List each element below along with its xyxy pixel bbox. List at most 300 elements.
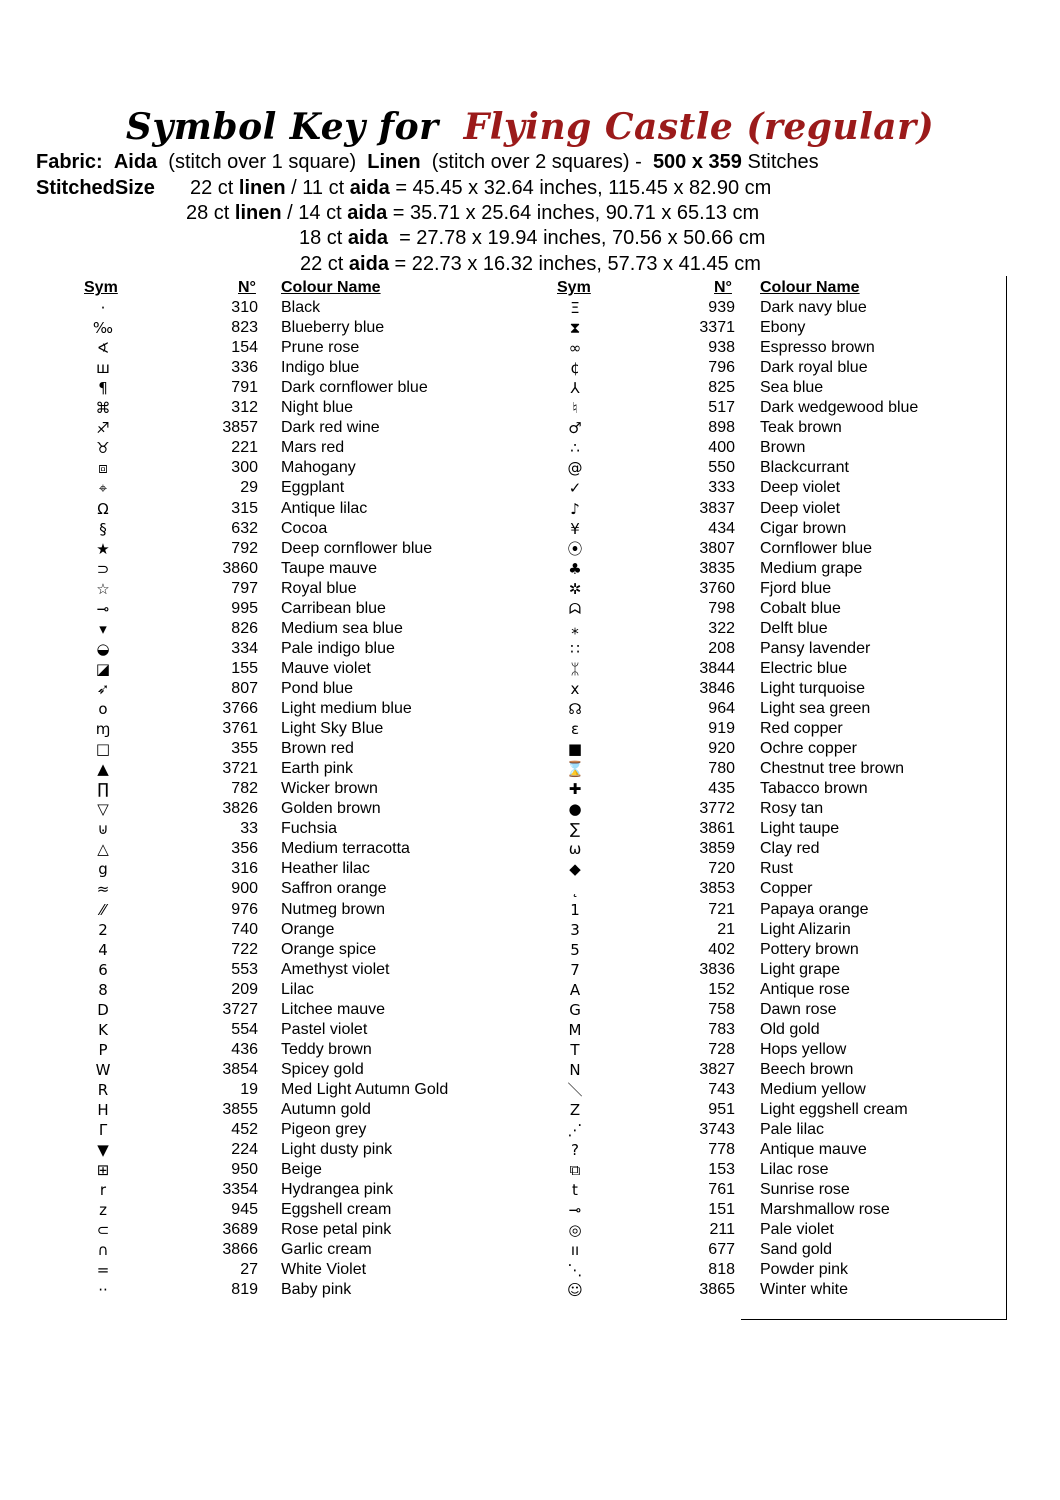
- symbol-glyph: H: [97, 1101, 109, 1119]
- left-header-name: Colour Name: [281, 279, 381, 296]
- symbol-glyph: ∑: [569, 820, 581, 839]
- colour-name: Electric blue: [760, 659, 848, 677]
- table-row: [0, 599, 1060, 619]
- colour-name: Winter white: [760, 1281, 849, 1299]
- dmc-number: 3860: [222, 559, 258, 577]
- table-row: [0, 1140, 1060, 1160]
- dmc-number: 797: [231, 579, 258, 597]
- bottom-border-line: [741, 1319, 1007, 1320]
- symbol-glyph: ▽: [97, 800, 109, 819]
- colour-name: Dark royal blue: [760, 359, 868, 377]
- stitched-size-line-2: [186, 201, 759, 225]
- symbol-glyph: ɱ: [95, 720, 111, 739]
- colour-name: Clay red: [760, 840, 820, 858]
- dmc-number: 798: [708, 599, 735, 617]
- colour-name: Delft blue: [760, 619, 828, 637]
- dmc-number: 3865: [699, 1281, 735, 1299]
- colour-name: Beige: [281, 1161, 322, 1179]
- table-row: [0, 539, 1060, 559]
- table-row: [0, 418, 1060, 438]
- symbol-glyph: Γ: [98, 1121, 108, 1140]
- pattern-name: Flying Castle (regular): [463, 106, 935, 148]
- table-row: [0, 1060, 1060, 1080]
- symbol-glyph: N: [569, 1060, 581, 1079]
- table-row: [0, 1240, 1060, 1260]
- symbol-glyph: ⦿: [567, 539, 583, 558]
- dmc-number: 950: [231, 1161, 258, 1179]
- symbol-glyph: z: [99, 1201, 107, 1220]
- dmc-number: 743: [708, 1080, 735, 1098]
- dmc-number: 807: [231, 679, 258, 697]
- symbol-glyph: ⊞: [96, 1161, 110, 1180]
- colour-name: Red copper: [760, 720, 843, 738]
- colour-name: Lilac rose: [760, 1161, 829, 1179]
- fabric-type: aida: [348, 253, 389, 275]
- table-row: [0, 1040, 1060, 1060]
- symbol-glyph: W: [95, 1060, 111, 1079]
- symbol-glyph: 8: [98, 980, 108, 999]
- colour-name: White Violet: [281, 1261, 367, 1279]
- colour-name: Pale indigo blue: [281, 639, 395, 657]
- symbol-glyph: ⊃: [96, 559, 110, 578]
- dmc-number: 3866: [222, 1241, 258, 1259]
- colour-name: Antique mauve: [760, 1141, 867, 1159]
- table-row: [0, 900, 1060, 920]
- symbol-glyph: ∷: [570, 639, 580, 658]
- dmc-number: 3846: [699, 679, 735, 697]
- colour-name: Medium yellow: [760, 1080, 866, 1098]
- colour-name: Sand gold: [760, 1241, 833, 1259]
- colour-name: Litchee mauve: [281, 1000, 386, 1018]
- dmc-number: 356: [231, 840, 258, 858]
- symbol-glyph: ⁎: [571, 619, 579, 638]
- table-row: [0, 679, 1060, 699]
- dmc-number: 976: [231, 900, 258, 918]
- dmc-number: 3721: [222, 760, 258, 778]
- stitch-count: 500 x 359: [652, 151, 742, 173]
- dmc-number: 796: [708, 359, 735, 377]
- symbol-glyph: ¥: [570, 519, 580, 538]
- ct-value: 28 ct: [186, 202, 230, 224]
- symbol-glyph: P: [98, 1040, 108, 1059]
- colour-name: Dark navy blue: [760, 299, 867, 316]
- dmc-number: 436: [231, 1040, 258, 1058]
- table-row: [0, 1260, 1060, 1280]
- symbol-glyph: ∞: [568, 339, 582, 358]
- symbol-glyph: ⧈: [98, 459, 108, 478]
- table-row: [0, 298, 1060, 318]
- colour-name: Mars red: [281, 439, 345, 457]
- symbol-glyph: ▲: [97, 760, 109, 779]
- colour-name: Black: [281, 299, 321, 316]
- table-row: [0, 1000, 1060, 1020]
- symbol-glyph: ⁄⁄: [100, 900, 106, 919]
- colour-name: Royal blue: [281, 579, 357, 597]
- table-row: [0, 879, 1060, 899]
- dmc-number: 3827: [699, 1060, 735, 1078]
- symbol-glyph: ▼: [97, 1141, 109, 1160]
- dmc-number: 3855: [222, 1101, 258, 1118]
- symbol-glyph: 1: [570, 900, 580, 919]
- dmc-number: 783: [708, 1020, 735, 1038]
- symbol-glyph: =: [96, 1261, 110, 1280]
- colour-name: Medium sea blue: [281, 619, 403, 637]
- symbol-glyph: K: [98, 1020, 108, 1039]
- colour-name: Antique lilac: [281, 499, 368, 517]
- dmc-number: 758: [708, 1000, 735, 1018]
- symbol-glyph: ★: [96, 539, 110, 558]
- fabric-aida: Aida: [113, 151, 158, 173]
- symbol-glyph: ≈: [96, 880, 110, 899]
- dmc-number: 554: [231, 1020, 258, 1038]
- colour-name: Light medium blue: [281, 700, 412, 717]
- colour-name: Pale violet: [760, 1221, 834, 1239]
- colour-name: Lilac: [281, 980, 314, 998]
- page-title: [0, 106, 1060, 148]
- colour-name: Med Light Autumn Gold: [281, 1080, 449, 1098]
- dmc-number: 3760: [699, 579, 735, 597]
- colour-name: Light dusty pink: [281, 1141, 393, 1159]
- colour-name: Pigeon grey: [281, 1121, 367, 1139]
- colour-name: Espresso brown: [760, 339, 875, 357]
- symbol-glyph: ☆: [96, 579, 110, 598]
- size-dimensions: = 45.45 x 32.64 inches, 115.45 x 82.90 cm: [395, 177, 772, 199]
- dmc-number: 452: [231, 1121, 258, 1139]
- colour-name: Fuchsia: [281, 820, 338, 838]
- colour-name: Rosy tan: [760, 800, 824, 818]
- symbol-glyph: ıı: [570, 1241, 580, 1260]
- symbol-glyph: 6: [98, 960, 108, 979]
- fabric-type: aida: [349, 177, 390, 199]
- symbol-glyph: △: [97, 840, 109, 859]
- table-row: [0, 438, 1060, 458]
- table-row: [0, 1280, 1060, 1300]
- dmc-number: 209: [231, 980, 258, 998]
- stitched-size-line-1: [190, 176, 771, 200]
- dmc-number: 825: [708, 379, 735, 397]
- colour-name: Prune rose: [281, 339, 360, 357]
- ct-value: / 11 ct: [291, 177, 345, 199]
- dmc-number: 33: [240, 820, 258, 838]
- symbol-glyph: ε: [570, 720, 580, 739]
- dmc-number: 355: [231, 740, 258, 758]
- symbol-glyph: A: [569, 980, 581, 999]
- dmc-number: 964: [708, 700, 735, 717]
- symbol-glyph: ■: [567, 740, 583, 759]
- table-row: [0, 920, 1060, 940]
- left-header-num: N°: [238, 279, 256, 296]
- symbol-glyph: 3: [570, 920, 580, 939]
- dmc-number: 400: [708, 439, 735, 457]
- symbol-glyph: ᛯ: [570, 659, 580, 678]
- colour-name: Light sea green: [760, 700, 871, 717]
- symbol-glyph: Ω: [97, 499, 109, 518]
- symbol-glyph: ··: [98, 1281, 108, 1300]
- symbol-glyph: ¢: [570, 359, 580, 378]
- table-row: [0, 639, 1060, 659]
- symbol-glyph: @: [567, 459, 583, 478]
- table-row: [0, 338, 1060, 358]
- colour-name: Taupe mauve: [281, 559, 378, 577]
- colour-name: Medium terracotta: [281, 840, 410, 858]
- dmc-number: 553: [231, 960, 258, 978]
- symbol-glyph: ♐: [96, 419, 110, 438]
- symbol-glyph: R: [97, 1080, 109, 1099]
- symbol-glyph: ⌛: [565, 760, 585, 779]
- colour-name: Pale lilac: [760, 1121, 825, 1139]
- table-row: [0, 378, 1060, 398]
- right-border-line: [1006, 276, 1007, 1320]
- colour-name: Light taupe: [760, 820, 840, 838]
- dmc-number: 316: [231, 860, 258, 878]
- size-dimensions: = 35.71 x 25.64 inches, 90.71 x 65.13 cm: [392, 202, 760, 224]
- colour-name: Hops yellow: [760, 1040, 847, 1058]
- symbol-glyph: D: [97, 1000, 109, 1019]
- table-row: [0, 1160, 1060, 1180]
- table-row: [0, 1120, 1060, 1140]
- colour-name: Teak brown: [760, 419, 842, 437]
- ct-value: / 14 ct: [287, 202, 342, 224]
- colour-name: Ochre copper: [760, 740, 857, 758]
- symbol-glyph: ✓: [568, 479, 582, 498]
- colour-name: Hydrangea pink: [281, 1181, 394, 1199]
- dmc-number: 152: [708, 980, 735, 998]
- colour-name: Old gold: [760, 1020, 820, 1038]
- table-row: [0, 819, 1060, 839]
- dmc-number: 721: [708, 900, 735, 918]
- symbol-glyph: ⋰: [567, 1121, 583, 1140]
- colour-name: Heather lilac: [281, 860, 370, 878]
- dmc-number: 951: [708, 1101, 735, 1118]
- colour-name: Eggplant: [281, 479, 345, 497]
- table-row: [0, 398, 1060, 418]
- symbol-glyph: ＼: [567, 1080, 583, 1099]
- symbol-glyph: ⊍: [97, 820, 109, 839]
- table-row: [0, 318, 1060, 338]
- colour-name: Dark red wine: [281, 419, 380, 437]
- colour-name: Copper: [760, 880, 813, 898]
- colour-name: Cigar brown: [760, 519, 847, 537]
- symbol-glyph: ⅄: [570, 379, 580, 398]
- dmc-number: 3835: [699, 559, 735, 577]
- table-row: [0, 358, 1060, 378]
- table-row: [0, 559, 1060, 579]
- colour-name: Blueberry blue: [281, 319, 385, 337]
- symbol-glyph: ⧉: [569, 1161, 581, 1180]
- fabric-line: [36, 150, 819, 174]
- table-row: [0, 659, 1060, 679]
- colour-name: Chestnut tree brown: [760, 760, 905, 778]
- symbol-glyph: ω: [568, 840, 582, 859]
- dmc-number: 550: [708, 459, 735, 477]
- table-row: [0, 859, 1060, 879]
- colour-name: Marshmallow rose: [760, 1201, 890, 1219]
- colour-name: Cornflower blue: [760, 539, 873, 557]
- dmc-number: 778: [708, 1141, 735, 1159]
- symbol-glyph: ☺: [567, 1281, 583, 1300]
- symbol-glyph: ·: [100, 299, 106, 317]
- colour-name: Night blue: [281, 399, 354, 417]
- colour-name: Deep cornflower blue: [281, 539, 433, 557]
- table-row: [0, 619, 1060, 639]
- dmc-number: 945: [231, 1201, 258, 1219]
- ct-value: 22 ct: [190, 177, 234, 199]
- colour-name: Indigo blue: [281, 359, 360, 377]
- colour-name: Nutmeg brown: [281, 900, 386, 918]
- size-dimensions: = 27.78 x 19.94 inches, 70.56 x 50.66 cm: [393, 227, 766, 249]
- symbol-glyph: o: [98, 700, 108, 718]
- fabric-linen-note: (stitch over 2 squares) -: [431, 151, 642, 173]
- dmc-number: 3727: [222, 1000, 258, 1018]
- dmc-number: 740: [231, 920, 258, 938]
- symbol-glyph: ✲: [568, 579, 582, 598]
- symbol-glyph: ∩: [97, 1241, 109, 1260]
- dmc-number: 898: [708, 419, 735, 437]
- symbol-glyph: ♂: [568, 419, 582, 438]
- dmc-number: 155: [231, 659, 258, 677]
- dmc-number: 21: [717, 920, 735, 938]
- symbol-glyph: ˛: [571, 880, 579, 899]
- colour-name: Mauve violet: [281, 659, 371, 677]
- colour-name: Saffron orange: [281, 880, 387, 898]
- fabric-label: Fabric:: [36, 151, 103, 173]
- dmc-number: 3861: [699, 820, 735, 838]
- title-prefix: Symbol Key for: [125, 106, 439, 148]
- dmc-number: 782: [231, 780, 258, 798]
- colour-name: Brown red: [281, 740, 354, 758]
- dmc-number: 761: [708, 1181, 735, 1199]
- symbol-glyph: ♪: [570, 499, 580, 518]
- fabric-type: aida: [347, 227, 388, 249]
- dmc-number: 224: [231, 1141, 258, 1159]
- fabric-type: aida: [347, 202, 388, 224]
- dmc-number: 315: [231, 499, 258, 517]
- symbol-glyph: ш: [96, 359, 110, 378]
- colour-name: Carribean blue: [281, 599, 386, 617]
- colour-name: Golden brown: [281, 800, 381, 818]
- symbol-glyph: ♣: [568, 559, 582, 578]
- table-row: [0, 1220, 1060, 1240]
- dmc-number: 900: [231, 880, 258, 898]
- colour-name: Blackcurrant: [760, 459, 849, 477]
- symbol-glyph: ◎: [568, 1221, 582, 1240]
- colour-name: Antique rose: [760, 980, 850, 998]
- symbol-glyph: Ξ: [570, 299, 580, 317]
- stitched-size-line-3: [299, 226, 765, 250]
- table-row: [0, 458, 1060, 478]
- colour-name: Light Sky Blue: [281, 720, 384, 738]
- dmc-number: 722: [231, 940, 258, 958]
- dmc-number: 3836: [699, 960, 735, 978]
- dmc-number: 151: [708, 1201, 735, 1219]
- symbol-glyph: Z: [569, 1101, 581, 1119]
- dmc-number: 208: [708, 639, 735, 657]
- right-header-name: Colour Name: [760, 279, 860, 296]
- dmc-number: 221: [231, 439, 258, 457]
- colour-name: Sunrise rose: [760, 1181, 850, 1199]
- symbol-glyph: t: [572, 1181, 578, 1200]
- symbol-glyph: ⋱: [567, 1261, 583, 1280]
- symbol-glyph: ♮: [572, 399, 578, 418]
- dmc-number: 818: [708, 1261, 735, 1279]
- table-row: [0, 980, 1060, 1000]
- colour-name: Orange spice: [281, 940, 377, 958]
- colour-name: Pond blue: [281, 679, 354, 697]
- left-header-sym: Sym: [84, 279, 118, 296]
- ct-value: 18 ct: [299, 227, 343, 249]
- dmc-number: 3761: [222, 720, 258, 738]
- dmc-number: 3689: [222, 1221, 258, 1239]
- symbol-glyph: ∏: [97, 780, 109, 799]
- colour-name: Dawn rose: [760, 1000, 837, 1018]
- colour-name: Powder pink: [760, 1261, 849, 1279]
- colour-name: Eggshell cream: [281, 1201, 392, 1219]
- symbol-glyph: 2: [98, 920, 108, 939]
- dmc-number: 3844: [699, 659, 735, 677]
- dmc-number: 791: [231, 379, 258, 397]
- table-row: [0, 1020, 1060, 1040]
- symbol-glyph: 7: [570, 960, 580, 979]
- dmc-number: 3857: [222, 419, 258, 437]
- colour-name: Teddy brown: [281, 1040, 372, 1058]
- table-row: [0, 739, 1060, 759]
- symbol-glyph: §: [99, 519, 107, 538]
- dmc-number: 780: [708, 760, 735, 778]
- table-row: [0, 1100, 1060, 1120]
- symbol-glyph: ⧗: [569, 319, 581, 338]
- table-row: [0, 1180, 1060, 1200]
- symbol-glyph: ◆: [569, 860, 581, 879]
- dmc-number: 153: [708, 1161, 735, 1179]
- dmc-number: 3826: [222, 800, 258, 818]
- dmc-number: 995: [231, 599, 258, 617]
- symbol-glyph: ∴: [570, 439, 580, 458]
- dmc-number: 938: [708, 339, 735, 357]
- symbol-glyph: r: [99, 1181, 107, 1200]
- colour-name: Light Alizarin: [760, 920, 851, 938]
- dmc-number: 3371: [699, 319, 735, 337]
- dmc-number: 322: [708, 619, 735, 637]
- symbol-glyph: x: [570, 679, 580, 698]
- table-row: [0, 519, 1060, 539]
- colour-name: Light turquoise: [760, 679, 865, 697]
- symbol-glyph: ⊸: [568, 1201, 582, 1220]
- colour-name: Tabacco brown: [760, 780, 868, 798]
- dmc-number: 3807: [699, 539, 735, 557]
- colour-name: Spicey gold: [281, 1060, 364, 1078]
- symbol-glyph: ∢: [96, 339, 110, 358]
- dmc-number: 3354: [222, 1181, 258, 1199]
- stitched-size-label-line: [36, 176, 155, 200]
- dmc-number: 3772: [699, 800, 735, 818]
- dmc-number: 334: [231, 639, 258, 657]
- table-row: [0, 579, 1060, 599]
- dmc-number: 517: [708, 399, 735, 417]
- dmc-number: 728: [708, 1040, 735, 1058]
- dmc-number: 3859: [699, 840, 735, 858]
- colour-name: Ebony: [760, 319, 806, 337]
- symbol-glyph: ●: [568, 800, 582, 819]
- colour-name: Cocoa: [281, 519, 328, 537]
- dmc-number: 29: [240, 479, 258, 497]
- symbol-glyph: ⌘: [95, 399, 111, 418]
- dmc-number: 434: [708, 519, 735, 537]
- right-header-sym: Sym: [557, 279, 591, 296]
- symbol-glyph: T: [570, 1040, 580, 1059]
- colour-name: Baby pink: [281, 1281, 352, 1299]
- table-row: [0, 799, 1060, 819]
- colour-name: Beech brown: [760, 1060, 854, 1078]
